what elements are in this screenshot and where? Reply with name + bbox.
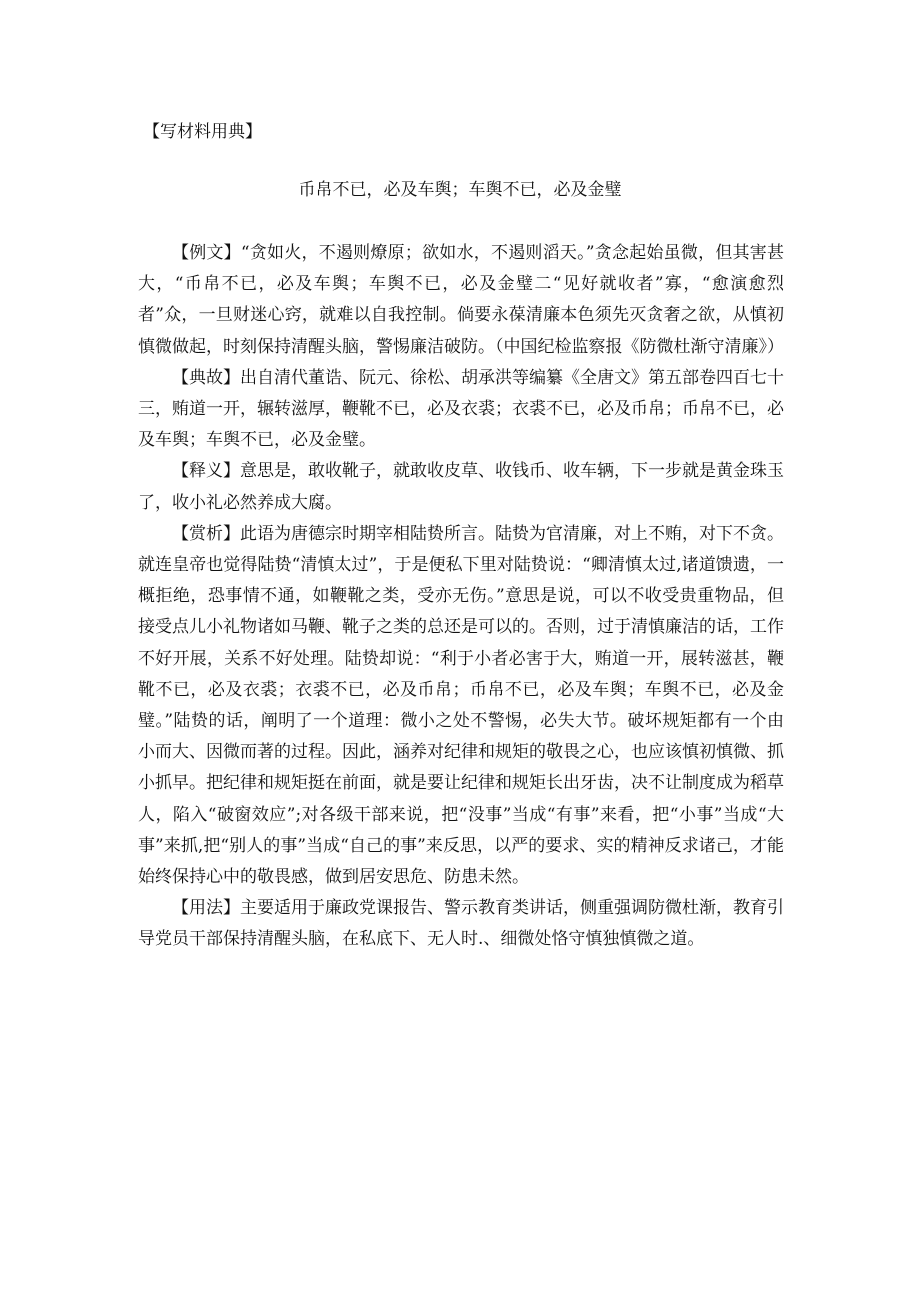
paragraph-analysis [138,519,784,893]
paragraph-example [138,238,784,363]
paragraph-allusion [138,363,784,457]
paragraph-label: 【释义】 [172,461,240,482]
paragraph-text: 主要适用于廉政党课报告、警示教育类讲话，侧重强调防微杜渐，教育引导党员干部保持清醒头脑，在私底下、无人时.、细微处恪守慎独慎微之道。 [138,898,784,950]
section-tag: 【写材料用典】 [143,122,262,142]
paragraph-label: 【例文】 [172,243,241,263]
paragraph-usage [138,893,784,955]
paragraph-text: 此语为唐德宗时期宰相陆贽所言。陆贽为官清廉，对上不贿，对下不贪。就连皇帝也觉得陆贽“清慎太过”，于是便私下里对陆贽说：“卿清慎太过,诸道馈遗，一概拒绝，恐事情不通，如鞭靴之类，受亦无伤。”意思是说，可以不收受贵重物品，但接受点儿小礼物诸如马鞭、靴子之类的总还是可以的。否则，过于清慎廉洁的话，工作不好开展，关系不好处理。陆贽却说：“利于小者必害于大，贿道一开，展转滋甚，鞭靴不已，必及衣裘；衣裘不已，必及币帛；币帛不已，必及车舆；车舆不已，必及金璧。”陆贽的话，阐明了一个道理：微小之处不警惕，必失大节。破坏规矩都有一个由小而大、因微而著的过程。因此，涵养对纪律和规矩的敬畏之心，也应该慎初慎微、抓小抓早。把纪律和规矩挺在前面，就是要让纪律和规矩长出牙齿，决不让制度成为稻草人，陷入“破窗效应”;对各级干部来说，把“没事”当成“有事”来看，把“小事”当成“大事”来抓,把“别人的事”当成“自己的事”来反思，以严的要求、实的精神反求诸己，才能始终保持心中的敬畏感，做到居安思危、防患未然。 [138,523,784,888]
paragraph-label: 【典故】 [172,367,240,388]
paragraph-text: “贪如火，不遏则燎原；欲如水，不遏则滔天。”贪念起始虽微，但其害甚大，“币帛不已，必及车舆；车舆不已，必及金璧二“见好就收者”寡，“愈演愈烈者”众，一旦财迷心窍，就难以自我控制。倘要永葆清廉本色须先灭贪奢之欲，从慎初慎微做起，时刻保持清醒头脑，警惕廉洁破防。（中国纪检监察报《防微杜渐守清廉》） [138,243,784,357]
paragraph-text: 意思是，敢收靴子，就敢收皮草、收钱币、收车辆，下一步就是黄金珠玉了，收小礼必然养成大腐。 [138,461,784,513]
paragraph-text: 出自清代董诰、阮元、徐松、胡承洪等编纂《全唐文》第五部卷四百七十三，贿道一开，辗转滋厚，鞭靴不已，必及衣裘；衣裘不已，必及币帛；币帛不已，必及车舆；车舆不已，必及金璧。 [138,367,784,451]
paragraph-label: 【用法】 [172,898,240,919]
article-body [138,238,784,956]
page-title: 币帛不已，必及车舆；车舆不已，必及金璧 [298,180,622,200]
paragraph-label: 【赏析】 [172,523,240,544]
paragraph-meaning [138,456,784,518]
